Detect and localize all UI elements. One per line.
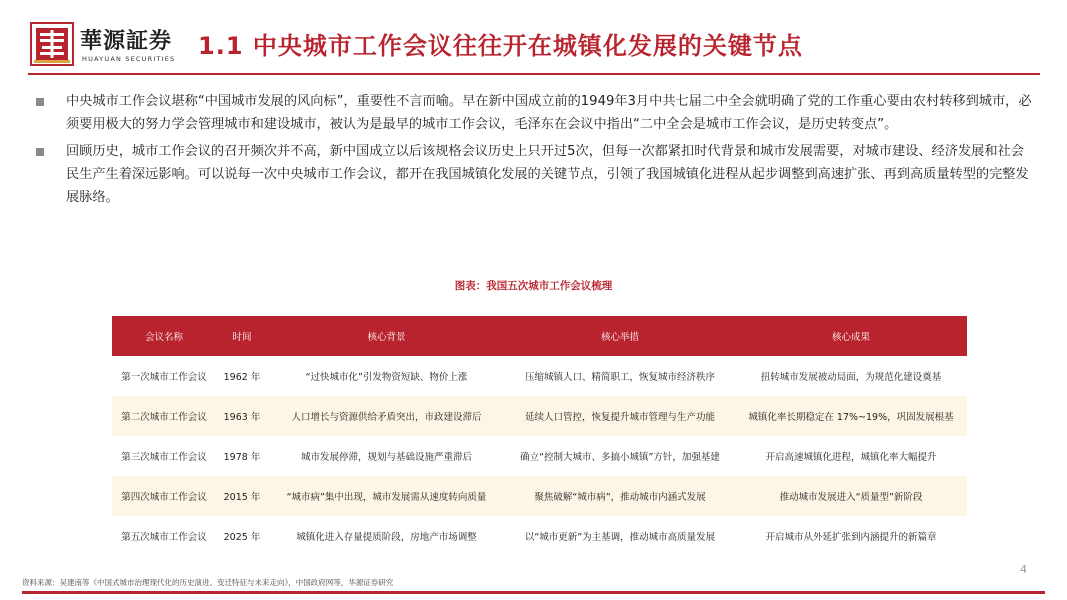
company-logo — [30, 22, 190, 68]
title-divider — [28, 73, 1040, 75]
table-header-cell: 会议名称 — [112, 316, 216, 356]
meetings-table — [112, 316, 967, 556]
table-cell: 扭转城市发展被动局面，为规范化建设奠基 — [735, 356, 967, 396]
footer-divider — [22, 591, 1045, 594]
table-cell: 以“城市更新”为主基调，推动城市高质量发展 — [505, 516, 735, 556]
table-cell: 1962 年 — [216, 356, 268, 396]
square-bullet-icon — [36, 98, 44, 106]
table-cell: 城镇化进入存量提质阶段，房地产市场调整 — [268, 516, 505, 556]
seal-logo-icon — [30, 22, 74, 66]
table-header-cell: 时间 — [216, 316, 268, 356]
table-cell: 延续人口管控，恢复提升城市管理与生产功能 — [505, 396, 735, 436]
table-cell: 第一次城市工作会议 — [112, 356, 216, 396]
page-title: 1.1 中央城市工作会议往往开在城镇化发展的关键节点 — [198, 32, 803, 60]
table-cell: 城镇化率长期稳定在 17%~19%，巩固发展根基 — [735, 396, 967, 436]
table-row — [112, 356, 967, 396]
table-cell: “城市病”集中出现，城市发展需从速度转向质量 — [268, 476, 505, 516]
table-cell: “过快城市化”引发物资短缺、物价上涨 — [268, 356, 505, 396]
table-row — [112, 436, 967, 476]
table-cell: 人口增长与资源供给矛盾突出，市政建设滞后 — [268, 396, 505, 436]
table-cell: 第四次城市工作会议 — [112, 476, 216, 516]
table-cell: 推动城市发展进入“质量型”新阶段 — [735, 476, 967, 516]
bullet-list — [36, 90, 1036, 213]
table-cell: 第五次城市工作会议 — [112, 516, 216, 556]
table-cell: 城市发展停滞，规划与基础设施严重滞后 — [268, 436, 505, 476]
bullet-text: 中央城市工作会议堪称“中国城市发展的风向标”，重要性不言而喻。早在新中国成立前的1949年3月中共七届二中全会就明确了党的工作重心要由农村转移到城市，必须要用极大的努力学会管理城市和建设城市，被认为是最早的城市工作会议，毛泽东在会议中指出“二中全会是城市工作会议，是历史转变点”。 — [66, 94, 1032, 132]
square-bullet-icon — [36, 148, 44, 156]
table-cell: 1978 年 — [216, 436, 268, 476]
table-cell: 第三次城市工作会议 — [112, 436, 216, 476]
table-header-row — [112, 316, 967, 356]
logo-name-cn: 華源証券 — [80, 28, 173, 54]
logo-name-en: HUAYUAN SECURITIES — [82, 55, 176, 63]
table-header-cell: 核心举措 — [505, 316, 735, 356]
table-cell: 聚焦破解“城市病”，推动城市内涵式发展 — [505, 476, 735, 516]
table-cell: 2025 年 — [216, 516, 268, 556]
table-cell: 第二次城市工作会议 — [112, 396, 216, 436]
table-cell: 确立“控制大城市、多搞小城镇”方针，加强基建 — [505, 436, 735, 476]
table-cell: 2015 年 — [216, 476, 268, 516]
table-row — [112, 476, 967, 516]
table-cell: 开启高速城镇化进程，城镇化率大幅提升 — [735, 436, 967, 476]
table-header-cell: 核心成果 — [735, 316, 967, 356]
figure-caption: 图表：我国五次城市工作会议梳理 — [454, 280, 613, 292]
table-row — [112, 516, 967, 556]
bullet-item — [36, 140, 1036, 209]
bullet-item — [36, 90, 1036, 136]
table-row — [112, 396, 967, 436]
table-cell: 1963 年 — [216, 396, 268, 436]
table-header-cell: 核心背景 — [268, 316, 505, 356]
bullet-text: 回顾历史，城市工作会议的召开频次并不高，新中国成立以后该规格会议历史上只开过5次，但每一次都紧扣时代背景和城市发展需要，对城市建设、经济发展和社会民生产生着深远影响。可以说每一次中央城市工作会议，都开在我国城镇化发展的关键节点，引领了我国城镇化进程从起步调整到高速扩张、再到高质量转型的完整发展脉络。 — [66, 144, 1029, 205]
table-cell: 压缩城镇人口、精简职工，恢复城市经济秩序 — [505, 356, 735, 396]
page-number: 4 — [1020, 563, 1027, 576]
table-cell: 开启城市从外延扩张到内涵提升的新篇章 — [735, 516, 967, 556]
source-note: 资料来源：吴建南等《中国式城市治理现代化的历史演进、变迁特征与未来走向》，中国政府网等，华源证券研究 — [22, 578, 394, 587]
